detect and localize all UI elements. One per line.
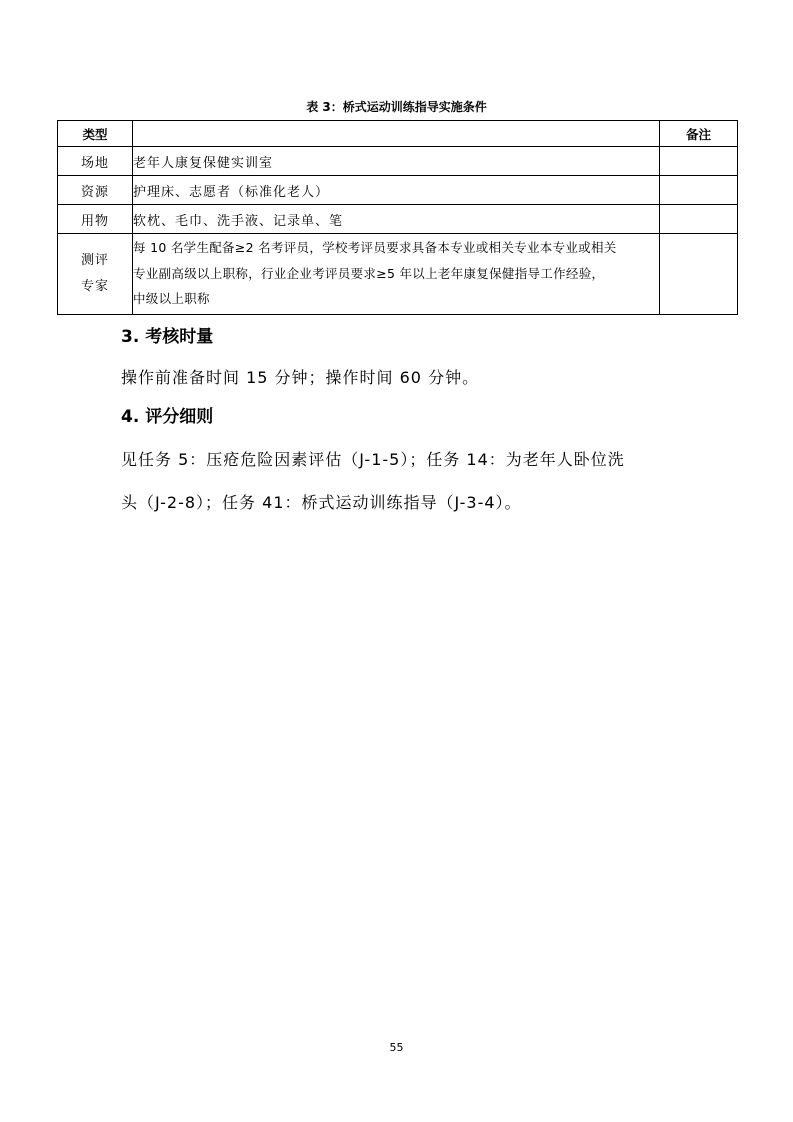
row-note bbox=[660, 205, 738, 234]
row-content: 软枕、毛巾、洗手液、记录单、笔 bbox=[133, 205, 660, 234]
row-content: 老年人康复保健实训室 bbox=[133, 147, 660, 176]
header-type: 类型 bbox=[58, 121, 133, 147]
row-note bbox=[660, 234, 738, 315]
row-type: 资源 bbox=[58, 176, 133, 205]
header-content bbox=[133, 121, 660, 147]
row-content bbox=[133, 234, 660, 315]
row-content: 护理床、志愿者（标准化老人） bbox=[133, 176, 660, 205]
table-header-row bbox=[58, 121, 738, 147]
content-line: 中级以上职称 bbox=[133, 291, 210, 306]
row-type bbox=[58, 234, 133, 315]
table-row-expert bbox=[58, 234, 738, 315]
section-3-title: 3. 考核时量 bbox=[121, 327, 214, 347]
type-line: 专家 bbox=[80, 278, 109, 294]
type-line: 测评 bbox=[80, 252, 109, 268]
row-type: 用物 bbox=[58, 205, 133, 234]
table-row bbox=[58, 205, 738, 234]
section-4-line-1: 见任务 5：压疮危险因素评估（J-1-5）；任务 14：为老年人卧位洗 bbox=[121, 450, 625, 469]
content-line: 每 10 名学生配备≥2 名考评员，学校考评员要求具备本专业或相关专业本专业或相关 bbox=[133, 240, 617, 255]
header-note: 备注 bbox=[660, 121, 738, 147]
section-4-title: 4. 评分细则 bbox=[121, 407, 214, 427]
table-row bbox=[58, 147, 738, 176]
conditions-table bbox=[57, 120, 738, 315]
section-3-text: 操作前准备时间 15 分钟；操作时间 60 分钟。 bbox=[121, 368, 480, 387]
row-note bbox=[660, 176, 738, 205]
row-note bbox=[660, 147, 738, 176]
table-caption: 表 3：桥式运动训练指导实施条件 bbox=[306, 100, 487, 114]
content-line: 专业副高级以上职称，行业企业考评员要求≥5 年以上老年康复保健指导工作经验， bbox=[133, 265, 605, 281]
table-row bbox=[58, 176, 738, 205]
page-number: 55 bbox=[389, 1041, 404, 1054]
row-type: 场地 bbox=[58, 147, 133, 176]
section-4-line-2: 头（J-2-8）；任务 41：桥式运动训练指导（J-3-4）。 bbox=[121, 493, 522, 512]
